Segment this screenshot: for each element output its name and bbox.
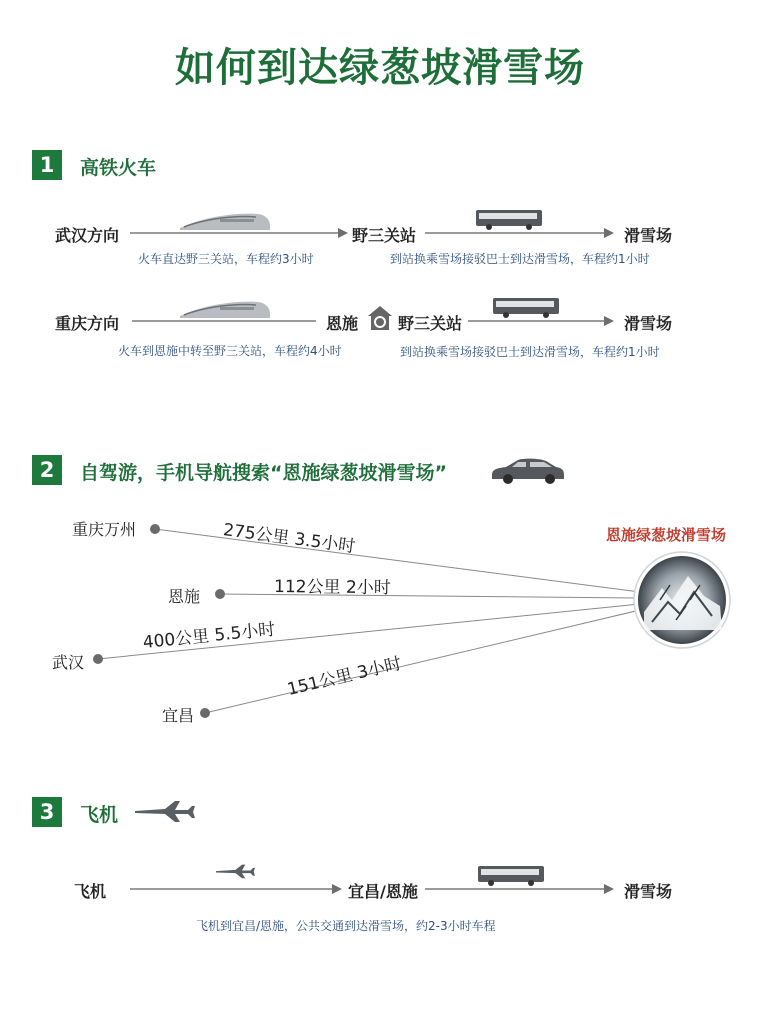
origin-distance: 400公里 5.5小时 xyxy=(141,619,277,653)
route-station: 野三关站 xyxy=(398,314,463,333)
origin-dot xyxy=(150,524,160,534)
origin-distance: 112公里 2小时 xyxy=(274,577,391,599)
plane-icon xyxy=(216,865,255,879)
route-transfer: 恩施 xyxy=(326,314,359,333)
section-number: 3 xyxy=(32,797,62,827)
transfer-icon xyxy=(368,306,392,330)
route-note: 飞机到宜昌/恩施，公共交通到达滑雪场，约2-3小时车程 xyxy=(196,919,496,933)
route-destination: 滑雪场 xyxy=(624,226,673,245)
route-note: 火车直达野三关站，车程约3小时 xyxy=(138,252,314,266)
bus-icon xyxy=(478,866,544,886)
origin-city: 重庆万州 xyxy=(72,520,137,539)
section-title: 飞机 xyxy=(80,804,119,826)
route-note: 到站换乘雪场接驳巴士到达滑雪场，车程约1小时 xyxy=(400,345,660,359)
origin-dot xyxy=(93,654,103,664)
section-number: 1 xyxy=(32,150,62,180)
section-number: 2 xyxy=(32,455,62,485)
route-destination: 滑雪场 xyxy=(624,882,673,901)
train-icon xyxy=(180,302,270,318)
section-title: 高铁火车 xyxy=(80,157,157,179)
route-origin: 重庆方向 xyxy=(55,314,120,333)
route-note: 到站换乘雪场接驳巴士到达滑雪场，车程约1小时 xyxy=(390,252,650,266)
destination-label: 恩施绿葱坡滑雪场 xyxy=(606,526,727,544)
route-note: 火车到恩施中转至野三关站，车程约4小时 xyxy=(118,344,342,358)
bus-icon xyxy=(476,210,542,230)
page-title: 如何到达绿葱坡滑雪场 xyxy=(175,45,585,91)
route-station: 宜昌/恩施 xyxy=(348,882,418,901)
car-icon xyxy=(492,459,564,484)
route-destination: 滑雪场 xyxy=(624,314,673,333)
train-icon xyxy=(180,214,270,230)
route-origin: 飞机 xyxy=(74,882,107,901)
origin-city: 恩施 xyxy=(168,587,201,606)
ski-resort-photo xyxy=(634,552,730,648)
section-title: 自驾游，手机导航搜索“恩施绿葱坡滑雪场” xyxy=(80,462,447,484)
route-station: 野三关站 xyxy=(352,226,417,245)
origin-distance: 275公里 3.5小时 xyxy=(222,520,357,558)
origin-dot xyxy=(200,708,210,718)
plane-icon xyxy=(135,801,195,822)
origin-distance: 151公里 3小时 xyxy=(285,653,404,700)
origin-city: 宜昌 xyxy=(162,706,195,725)
bus-icon xyxy=(493,298,559,318)
route-origin: 武汉方向 xyxy=(55,226,120,245)
origin-dot xyxy=(215,589,225,599)
origin-city: 武汉 xyxy=(52,653,85,672)
